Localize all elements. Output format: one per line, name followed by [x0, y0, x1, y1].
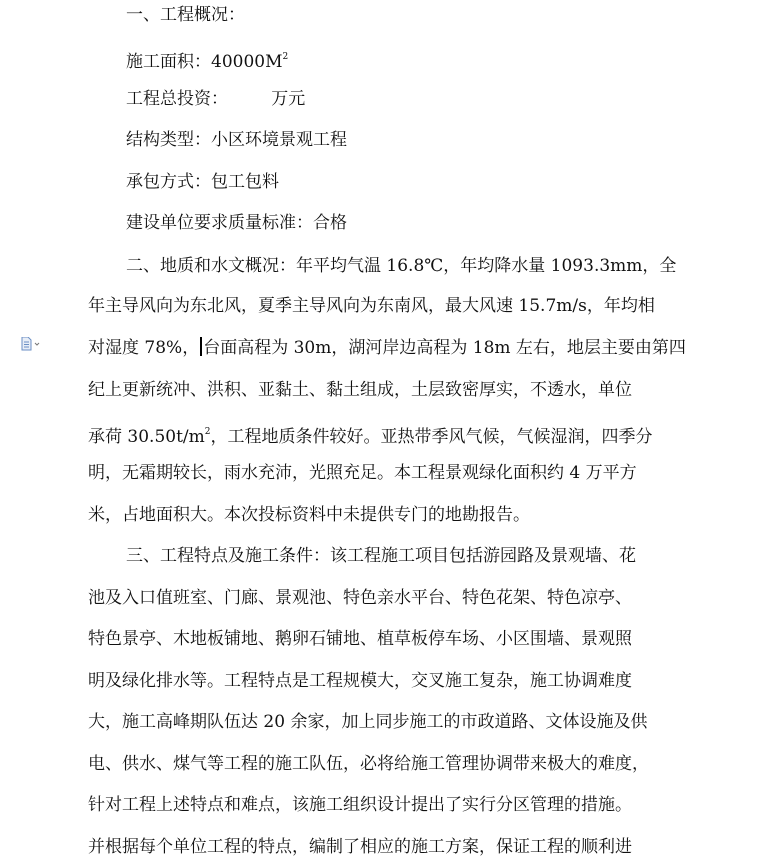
section-3-line-3: 特色景亭、木地板铺地、鹅卵石铺地、植草板停车场、小区围墙、景观照 — [88, 629, 632, 649]
section-3-line-4: 明及绿化排水等。工程特点是工程规模大，交叉施工复杂，施工协调难度 — [88, 671, 632, 691]
section-3-line-8: 并根据每个单位工程的特点，编制了相应的施工方案，保证工程的顺利进 — [88, 837, 632, 857]
humidity-text: 对湿度 78%， — [88, 338, 200, 358]
section-2-line-1: 二、地质和水文概况：年平均气温 16.8℃，年均降水量 1093.3mm，全 — [126, 256, 677, 276]
section-2-line-4: 纪上更新统冲、洪积、亚黏土、黏土组成，土层致密厚实，不透水，单位 — [88, 380, 632, 400]
load-text: 承荷 30.50t/m — [88, 427, 205, 447]
section-3-line-5: 大，施工高峰期队伍达 20 余家，加上同步施工的市政道路、文体设施及供 — [88, 712, 648, 732]
contract-method-line: 承包方式：包工包料 — [126, 172, 279, 192]
load-superscript: 2 — [204, 427, 211, 437]
investment-line: 工程总投资： 万元 — [126, 89, 306, 109]
section-2-line-7: 米，占地面积大。本次投标资料中未提供专门的地勘报告。 — [88, 505, 530, 525]
area-label: 施工面积： — [126, 52, 211, 72]
structure-type-line: 结构类型：小区环境景观工程 — [126, 130, 347, 150]
construction-area-line — [126, 46, 288, 73]
section-2-line-5 — [88, 421, 653, 448]
section-3-line-1: 三、工程特点及施工条件：该工程施工项目包括游园路及景观墙、花 — [126, 546, 636, 566]
elevation-text: 台面高程为 30m，湖河岸边高程为 18m 左右，地层主要由第四 — [203, 338, 686, 358]
section-3-line-6: 电、供水、煤气等工程的施工队伍，必将给施工管理协调带来极大的难度， — [88, 754, 649, 774]
section-2-line-2: 年主导风向为东北风，夏季主导风向为东南风，最大风速 15.7m/s，年均相 — [88, 296, 655, 316]
area-value: 40000M — [211, 52, 283, 72]
section-1-heading: 一、工程概况： — [126, 5, 245, 25]
text-cursor — [200, 337, 202, 356]
section-3-line-2: 池及入口值班室、门廊、景观池、特色亲水平台、特色花架、特色凉亭、 — [88, 588, 632, 608]
section-3-line-7: 针对工程上述特点和难点，该施工组织设计提出了实行分区管理的措施。 — [88, 795, 632, 815]
climate-text: ，工程地质条件较好。亚热带季风气候，气候湿润，四季分 — [210, 427, 653, 447]
section-2-line-3 — [88, 337, 686, 359]
quality-standard-line: 建设单位要求质量标准：合格 — [126, 213, 347, 233]
document-icon[interactable] — [20, 337, 42, 351]
section-2-line-6: 明，无霜期较长，雨水充沛，光照充足。本工程景观绿化面积约 4 万平方 — [88, 463, 637, 483]
area-superscript: 2 — [282, 52, 289, 62]
